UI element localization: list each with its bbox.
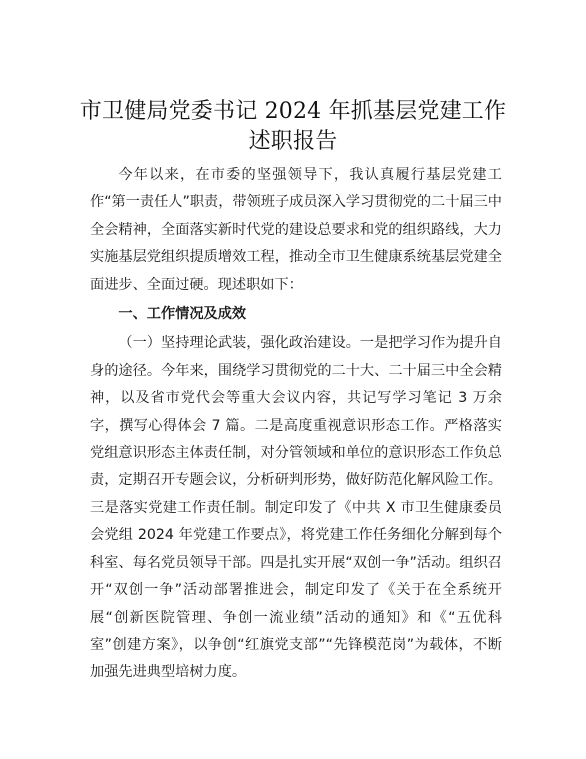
document-title: 市卫健局党委书记 2024 年抓基层党建工作述职报告 — [79, 99, 507, 154]
document-body — [90, 162, 502, 687]
section-paragraph: （一）坚持理论武装，强化政治建设。一是把学习作为提升自身的途径。今年来，围绕学习贯彻党的二十大、二十届三中全会精神，以及省市党代会等重大会议内容，共记写学习笔记 3 万余字，撰写心得体会 7 篇。二是高度重视意识形态工作。严格落实党组意识形态主体责任制，对分管领域和单位的意识形态工作负总责，定期召开专题会议，分析研判形势，做好防范化解风险工作。三是落实党建工作责任制。制定印发了《中共 X 市卫生健康委员会党组 2024 年党建工作要点》，将党建工作任务细化分解到每个科室、每名党员领导干部。四是扎实开展“双创一争”活动。组织召开“双创一争”活动部署推进会，制定印发了《关于在全系统开展“创新医院管理、争创一流业绩”活动的通知》和《“五优科室”创建方案》，以争创“红旗党支部”“先锋模范岗”为载体，不断加强先进典型培树力度。 — [90, 335, 502, 681]
intro-paragraph: 今年以来，在市委的坚强领导下，我认真履行基层党建工作“第一责任人”职责，带领班子成员深入学习贯彻党的二十届三中全会精神，全面落实新时代党的建设总要求和党的组织路线，大力实施基层党组织提质增效工程，推动全市卫生健康系统基层党建全面进步、全面过硬。现述职如下： — [90, 167, 502, 293]
section-heading: 一、工作情况及成效 — [118, 306, 247, 323]
